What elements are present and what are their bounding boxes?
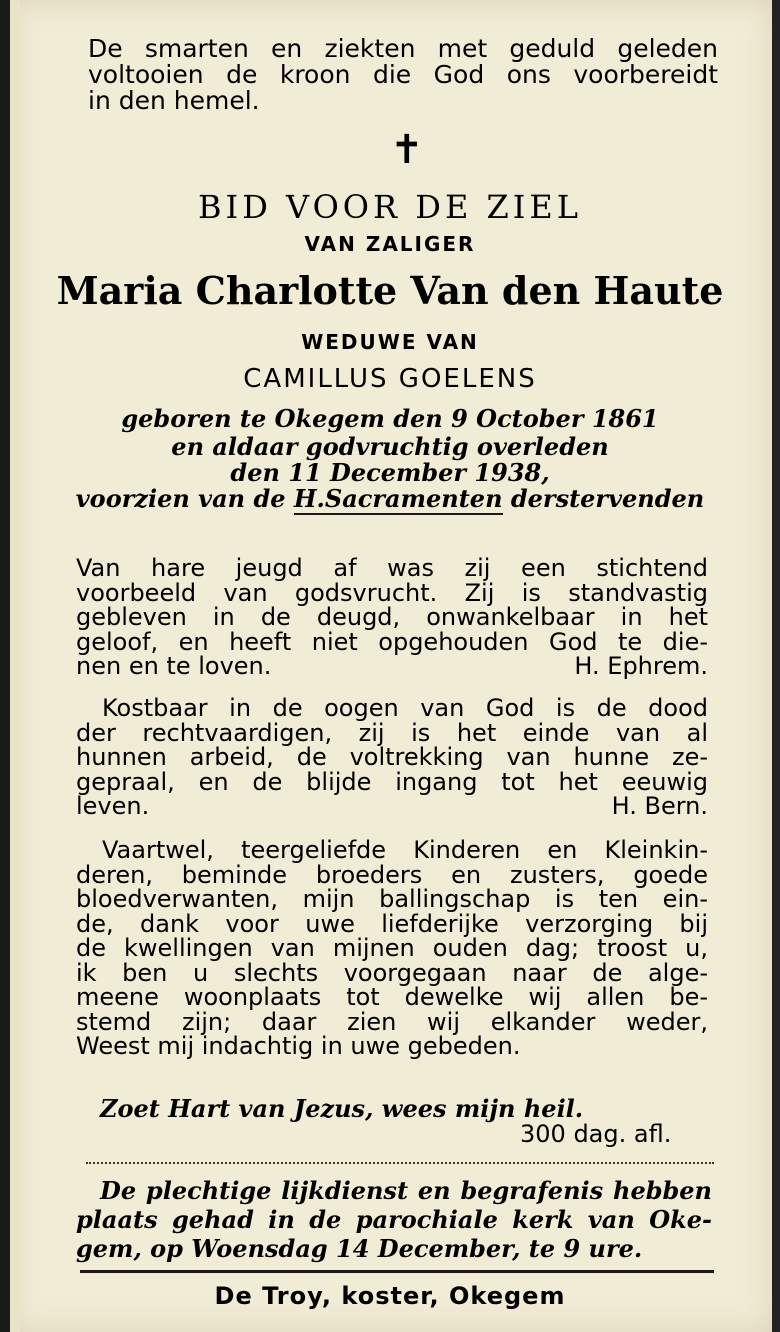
paragraph-line: Kostbaar in de oogen van God is de dood [102,694,708,722]
printer-imprint: De Troy, koster, Okegem [214,1282,566,1310]
funeral-line: gem, op Woensdag 14 December, te 9 ure. [76,1234,643,1263]
verse-line: in den hemel. [88,86,260,115]
prayer-line: Zoet Hart van Jezus, wees mijn heil. [100,1094,584,1123]
paragraph-line [76,654,708,679]
paragraph-line: stemd zijn; daar zien wij elkander weder, [76,1007,708,1036]
death-date-line: den 11 December 1938, [230,458,550,487]
paragraph-line: deren, beminde broeders en zusters, goede [76,860,708,889]
solid-divider [80,1270,714,1273]
weduwe-van-label: WEDUWE VAN [301,330,479,354]
sacraments-line [0,484,780,514]
paragraph-line: gebleven in de deugd, onwankelbaar in het [76,603,708,631]
verse-line: De smarten en ziekten met geduld geleden [88,34,718,63]
paragraph-line: bloedverwanten, mijn ballingschap is ten ein- [76,885,708,913]
attribution: H. Bern. [611,792,708,820]
paragraph-line: ik ben u slechts voorgegaan naar de alge- [76,958,708,987]
funeral-line: plaats gehad in de parochiale kerk van Oke- [76,1205,712,1234]
dotted-divider [86,1162,714,1164]
deceased-name: Maria Charlotte Van den Haute [56,268,724,313]
birth-line: geboren te Okegem den 9 October 1861 [121,404,659,433]
paragraph-last-text: nen en te loven. [76,652,272,680]
death-line: en aldaar godvruchtig overleden [171,432,609,461]
sacraments-underlined: H.Sacramenten [293,484,503,513]
paragraph-line: hunnen arbeid, de voltrekking van hunne ze- [76,743,708,771]
indulgence-line: 300 dag. afl. [520,1120,672,1148]
funeral-notice [76,1176,712,1263]
paragraph-line [76,794,708,819]
paragraph-ephrem [76,556,708,679]
paragraph-farewell [76,838,708,1059]
paragraph-line: der rechtvaardigen, zij is het einde van al [76,718,708,747]
sacraments-suffix: derstervenden [502,484,705,513]
paragraph-last-text: leven. [76,792,150,820]
paragraph-line: Vaartwel, teergeliefde Kinderen en Kleinkin- [102,836,708,864]
paragraph-bern [76,696,708,819]
cross-icon: ✝ [390,127,424,173]
spouse-name: CAMILLUS GOELENS [243,364,537,394]
paragraph-line: gepraal, en de blijde ingang tot het eeuwig [76,767,708,796]
bid-voor-de-ziel-heading: BID VOOR DE ZIEL [198,188,582,226]
verse-line: voltooien de kroon die God ons voorbereidt [88,60,718,89]
paragraph-line: Weest mij indachtig in uwe gebeden. [76,1032,521,1060]
opening-verse [88,36,718,114]
paragraph-line: geloof, en heeft niet opgehouden God te die- [76,627,708,656]
van-zaliger-label: VAN ZALIGER [304,232,476,256]
sacraments-prefix: voorzien van de [75,484,294,513]
funeral-line: De plechtige lijkdienst en begrafenis hebben [100,1176,712,1205]
paragraph-line: voorbeeld van godsvrucht. Zij is standvastig [76,578,708,607]
paragraph-line: de, dank voor uwe liefderijke verzorging bij [76,909,708,938]
paragraph-line: Van hare jeugd af was zij een stichtend [76,554,708,582]
attribution: H. Ephrem. [574,652,708,680]
paragraph-line: de kwellingen van mijnen ouden dag; troost u, [76,934,708,962]
paragraph-line: meene woonplaats tot dewelke wij allen be- [76,983,708,1011]
